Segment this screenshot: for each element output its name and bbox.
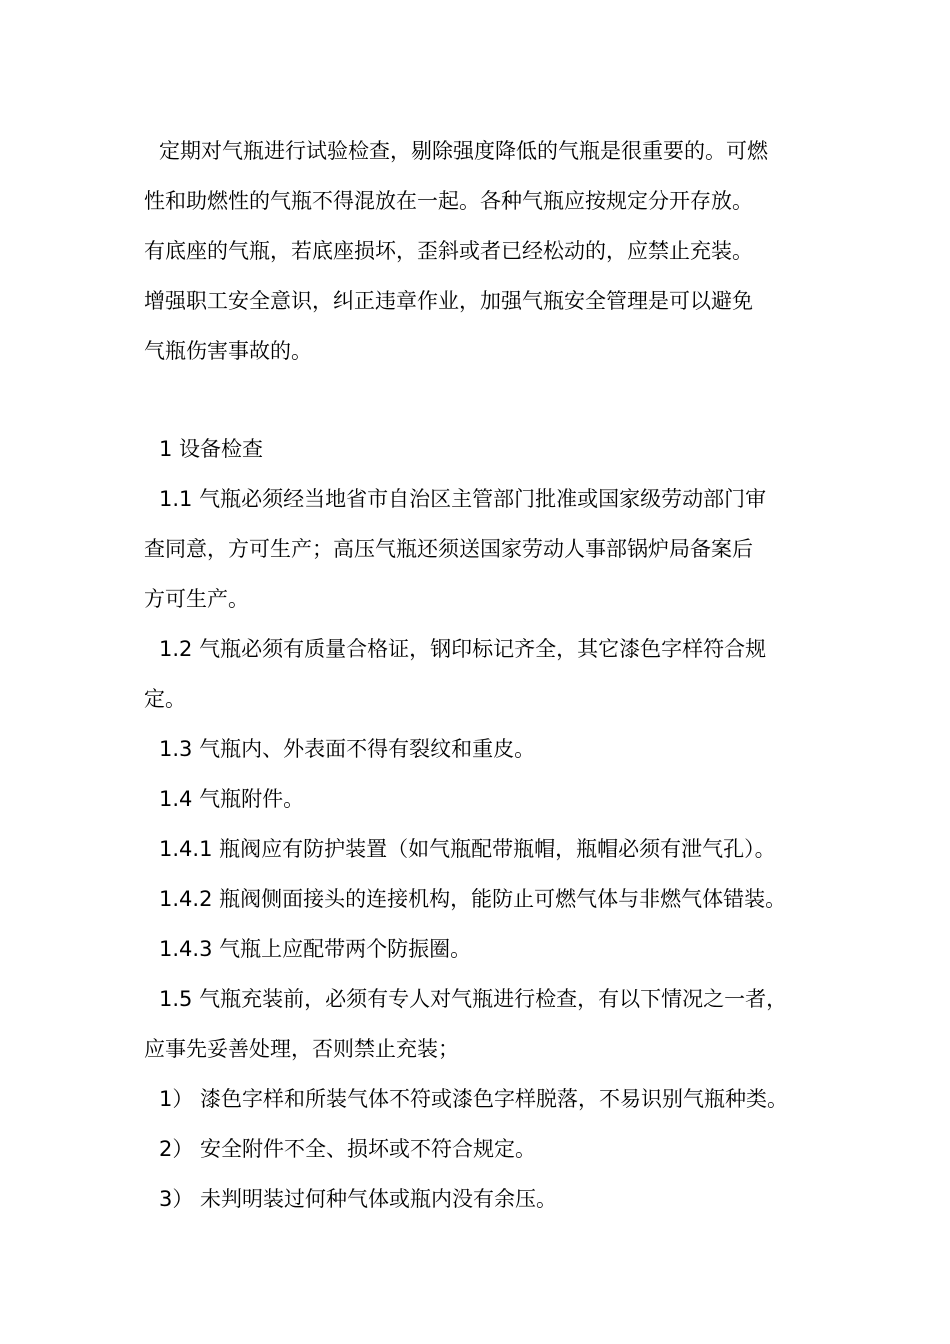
list-item: 2） 安全附件不全、损坏或不符合规定。 [159, 1137, 537, 1161]
clause-line: 方可生产。 [144, 587, 249, 611]
list-item: 1） 漆色字样和所装气体不符或漆色字样脱落，不易识别气瓶种类。 [159, 1087, 789, 1111]
clause-line: 查同意，方可生产；高压气瓶还须送国家劳动人事部锅炉局备案后 [144, 537, 753, 561]
list-item: 3） 未判明装过何种气体或瓶内没有余压。 [159, 1187, 558, 1211]
clause-line: 1.3 气瓶内、外表面不得有裂纹和重皮。 [159, 737, 536, 761]
section-heading: 1 设备检查 [159, 437, 264, 461]
clause-line: 1.4 气瓶附件。 [159, 787, 305, 811]
intro-line: 气瓶伤害事故的。 [144, 339, 312, 363]
intro-line: 增强职工安全意识，纠正违章作业，加强气瓶安全管理是可以避免 [144, 289, 753, 313]
clause-line: 1.5 气瓶充装前，必须有专人对气瓶进行检查，有以下情况之一者， [159, 987, 788, 1011]
clause-line: 1.4.3 气瓶上应配带两个防振圈。 [159, 937, 472, 961]
intro-line: 定期对气瓶进行试验检查，剔除强度降低的气瓶是很重要的。可燃 [159, 139, 768, 163]
intro-line: 有底座的气瓶，若底座损坏，歪斜或者已经松动的，应禁止充装。 [144, 239, 753, 263]
clause-line: 1.2 气瓶必须有质量合格证，钢印标记齐全，其它漆色字样符合规 [159, 637, 767, 661]
equipment-inspection-section [144, 424, 824, 1224]
intro-line: 性和助燃性的气瓶不得混放在一起。各种气瓶应按规定分开存放。 [144, 189, 753, 213]
intro-paragraph [144, 126, 824, 376]
clause-line: 1.4.1 瓶阀应有防护装置（如气瓶配带瓶帽，瓶帽必须有泄气孔）。 [159, 837, 776, 861]
clause-line: 1.4.2 瓶阀侧面接头的连接机构，能防止可燃气体与非燃气体错装。 [159, 887, 787, 911]
clause-line: 定。 [144, 687, 186, 711]
clause-line: 1.1 气瓶必须经当地省市自治区主管部门批准或国家级劳动部门审 [159, 487, 767, 511]
clause-line: 应事先妥善处理，否则禁止充装； [144, 1037, 459, 1061]
